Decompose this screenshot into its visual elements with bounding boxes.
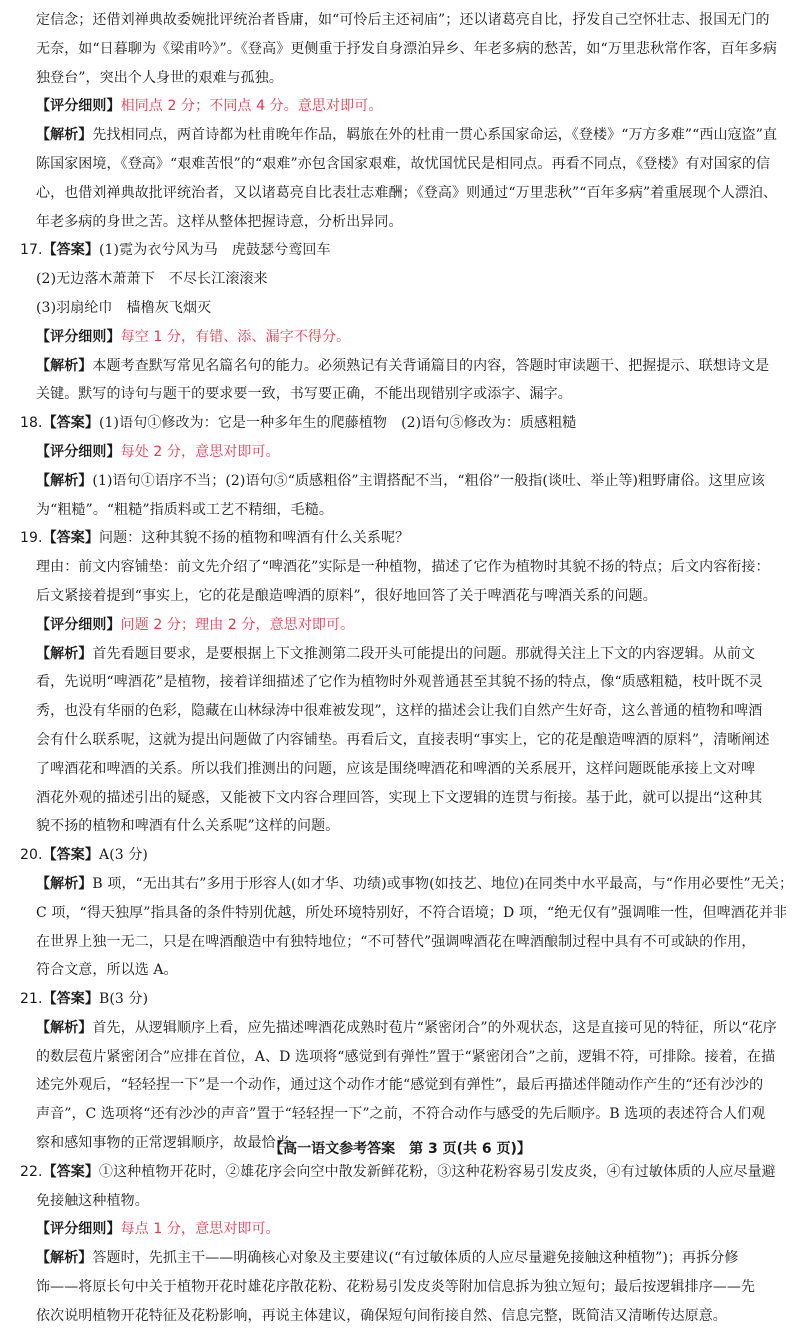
answer-label: 【答案】: [42, 242, 99, 259]
score-rule: [36, 611, 784, 640]
analysis-text: 答题时，先抓主干——明确核心对象及主要建议(“有过敏体质的人应尽量避免接触这种植物”)；再拆分修: [92, 1250, 739, 1267]
answer-text: 后文紧接着提到“事实上，它的花是酿造啤酒的原料”，很好地回答了关于啤酒花与啤酒关系的问题。: [36, 587, 657, 604]
score-rule: [36, 1215, 784, 1244]
score-label: 【评分细则】: [36, 328, 121, 345]
text-line: 年老多病的身世之苦。这样从整体把握诗意，分析出异同。: [36, 213, 403, 230]
analysis-line: [36, 467, 784, 496]
answer-label: 【答案】: [42, 1163, 99, 1180]
text-line: 看，先说明“啤酒花”是植物，接着详细描述了它作为植物时外观普通甚至其貌不扬的特点，像“质感粗糙，枝叶既不灵: [36, 674, 763, 691]
answer-label: 【答案】: [42, 847, 99, 864]
answer-text: ①这种植物开花时，②雄花序会向空中散发新鲜花粉，③这种花粉容易引发皮炎，④有过敏体质的人应尽量避: [98, 1163, 776, 1180]
text-line: 陈国家困境，《登高》“艰难苦恨”的“艰难”亦包含国家艰难，故忧国忧民是相同点。再看不同点，《登楼》有对国家的信: [36, 155, 771, 172]
question-number: 19.: [20, 530, 43, 547]
text-line: C 项，“得天独厚”指具备的条件特别优越，所处环境特别好，不符合语境；D 项，“绝无仅有”强调唯一性，但啤酒花并非: [36, 904, 788, 921]
question-number: 22.: [20, 1163, 43, 1180]
text-line: 秀，也没有华丽的色彩，隐藏在山林绿涛中很难被发现”，这样的描述会让我们自然产生好奇，这么普通的植物和啤酒: [36, 703, 763, 720]
answer-sheet-page: [20, 6, 794, 1331]
answer-text: B(3 分): [98, 991, 149, 1008]
text-line: 饰——将原长句中关于植物开花时雄花序散花粉、花粉易引发皮炎等附加信息拆为独立短句；最后按逻辑排序——先: [36, 1279, 756, 1296]
text-line: 貌不扬的植物和啤酒有什么关系呢”这样的问题。: [36, 818, 340, 835]
analysis-line: [36, 870, 794, 899]
score-label: 【评分细则】: [36, 98, 121, 115]
analysis-label: 【解析】: [36, 1019, 93, 1036]
analysis-label: 【解析】: [36, 875, 93, 892]
question-19-answer: [20, 524, 784, 553]
question-number: 18.: [20, 415, 43, 432]
question-18-answer: [20, 409, 784, 438]
text-line: 无奈，如“日暮聊为《梁甫吟》”。《登高》更侧重于抒发自身漂泊异乡、年老多病的愁苦，如“万里悲秋常作客，百年多病: [36, 40, 777, 57]
score-rule: [36, 92, 784, 121]
score-text: 每点 1 分，意思对即可。: [120, 1221, 280, 1238]
text-line: 符合文意，所以选 A。: [36, 962, 178, 979]
analysis-label: 【解析】: [36, 127, 93, 144]
score-text: 相同点 2 分；不同点 4 分。意思对即可。: [120, 98, 383, 115]
answer-text: (2)无边落木萧萧下 不尽长江滚滚来: [36, 271, 268, 288]
text-line: 为“粗糙”。“粗糙”指质料或工艺不精细，毛糙。: [36, 501, 333, 518]
text-line: 在世界上独一无二，只是在啤酒酿造中有独特地位；“不可替代”强调啤酒花在啤酒酿制过程中具有不可或缺的作用，: [36, 933, 756, 950]
text-line: 独登台”，突出个人身世的艰难与孤独。: [36, 69, 283, 86]
analysis-text: (1)语句①语序不当；(2)语句⑤“质感粗俗”主谓搭配不当，“粗俗”一般指(谈吐、举止等)粗野庸俗。这里应该: [92, 472, 766, 489]
text-line: 声音”，C 选项将“还有沙沙的声音”置于“轻轻捏一下”之前，不符合动作与感受的先后顺序。B 选项的表述符合人们观: [36, 1106, 766, 1123]
analysis-line: [36, 640, 784, 669]
analysis-line: [36, 1244, 784, 1273]
answer-label: 【答案】: [42, 415, 99, 432]
page-footer: 【高一语文参考答案 第 3 页(共 6 页)】: [269, 1141, 531, 1157]
analysis-text: B 项，“无出其右”多用于形容人(如才华、功绩)或事物(如技艺、地位)在同类中水平最高，与“作用必要性”无关；: [92, 875, 794, 892]
analysis-text: 先找相同点，两首诗都为杜甫晚年作品，羁旅在外的杜甫一贯心系国家命运，《登楼》“万方多难”“西山寇盗”直: [92, 127, 778, 144]
question-20-answer: [20, 841, 784, 870]
score-label: 【评分细则】: [36, 1221, 121, 1238]
question-number: 20.: [20, 847, 43, 864]
answer-text: A(3 分): [98, 847, 148, 864]
text-line: 定信念；还借刘禅典故委婉批评统治者昏庸，如“可怜后主还祠庙”；还以诸葛亮自比，抒发自己空怀壮志、报国无门的: [36, 12, 770, 28]
question-number: 21.: [20, 991, 43, 1008]
text-line: 察和感知事物的正常逻辑顺序，故最恰当。: [36, 1135, 304, 1152]
question-number: 17.: [20, 242, 43, 259]
score-text: 问题 2 分；理由 2 分，意思对即可。: [120, 616, 355, 633]
question-21-answer: [20, 985, 784, 1014]
analysis-line: [36, 352, 784, 381]
question-22-answer: [20, 1158, 784, 1187]
analysis-label: 【解析】: [36, 1250, 93, 1267]
analysis-label: 【解析】: [36, 357, 93, 374]
text-line: 会有什么联系呢，这就为提出问题做了内容铺垫。再看后文，直接表明“事实上，它的花是酿造啤酒的原料”，清晰阐述: [36, 731, 770, 748]
text-line: 了啤酒花和啤酒的关系。所以我们推测出的问题，应该是围绕啤酒花和啤酒的关系展开，这样问题既能承接上文对啤: [36, 760, 756, 777]
text-line: 的数层苞片紧密闭合”应排在首位，A、D 选项将“感觉到有弹性”置于“紧密闭合”之前，逻辑不符，可排除。接着，在描: [36, 1048, 776, 1065]
analysis-text: 首先，从逻辑顺序上看，应先描述啤酒花成熟时苞片“紧密闭合”的外观状态，这是直接可见的特征，所以“花序: [92, 1019, 777, 1036]
answer-label: 【答案】: [42, 530, 99, 547]
answer-text: 问题：这种其貌不扬的植物和啤酒有什么关系呢？: [98, 530, 410, 547]
score-label: 【评分细则】: [36, 443, 121, 460]
analysis-label: 【解析】: [36, 472, 93, 489]
text-line: 心，也借刘禅典故批评统治者，又以诸葛亮自比表壮志难酬；《登高》则通过“万里悲秋”“百年多病”着重展现个人漂泊、: [36, 184, 778, 201]
text-line: 酒花外观的描述引出的疑惑，又能被下文内容合理回答，实现上下文逻辑的连贯与衔接。基于此，就可以提出“这种其: [36, 789, 763, 806]
answer-text: 免接触这种植物。: [36, 1192, 149, 1209]
score-text: 每处 2 分，意思对即可。: [120, 443, 280, 460]
score-rule: [36, 323, 784, 352]
answer-text: (1)语句①修改为：它是一种多年生的爬藤植物 (2)语句⑤修改为：质感粗糙: [98, 415, 577, 432]
answer-text: (1)霓为衣兮风为马 虎鼓瑟兮鸾回车: [98, 242, 331, 259]
question-17-answer: [20, 236, 784, 265]
score-text: 每空 1 分，有错、添、漏字不得分。: [120, 328, 351, 345]
text-line: 述完外观后，“轻轻捏一下”是一个动作，通过这个动作才能“感觉到有弹性”，最后再描述伴随动作产生的“还有沙沙的: [36, 1077, 764, 1094]
analysis-line: [36, 1014, 784, 1043]
analysis-line: [36, 121, 784, 150]
answer-label: 【答案】: [42, 991, 99, 1008]
analysis-label: 【解析】: [36, 645, 93, 662]
analysis-text: 本题考查默写常见名篇名句的能力。必须熟记有关背诵篇目的内容，答题时审读题干、把握提示、联想诗文是: [92, 357, 770, 374]
analysis-text: 首先看题目要求，是要根据上下文推测第二段开头可能提出的问题。那就得关注上下文的内容逻辑。从前文: [92, 645, 756, 662]
answer-text: 理由：前文内容铺垫：前文先介绍了“啤酒花”实际是一种植物，描述了它作为植物时其貌不扬的特点；后文内容衔接：: [36, 559, 770, 576]
score-rule: [36, 438, 784, 467]
answer-text: (3)羽扇纶巾 樯橹灰飞烟灭: [36, 299, 212, 316]
text-line: 关键。默写的诗句与题干的要求要一致，书写要正确，不能出现错别字或添字、漏字。: [36, 386, 572, 403]
score-label: 【评分细则】: [36, 616, 121, 633]
text-line: 依次说明植物开花特征及花粉影响，再说主体建议，确保短句间衔接自然、信息完整，既简洁又清晰传达原意。: [36, 1307, 727, 1324]
